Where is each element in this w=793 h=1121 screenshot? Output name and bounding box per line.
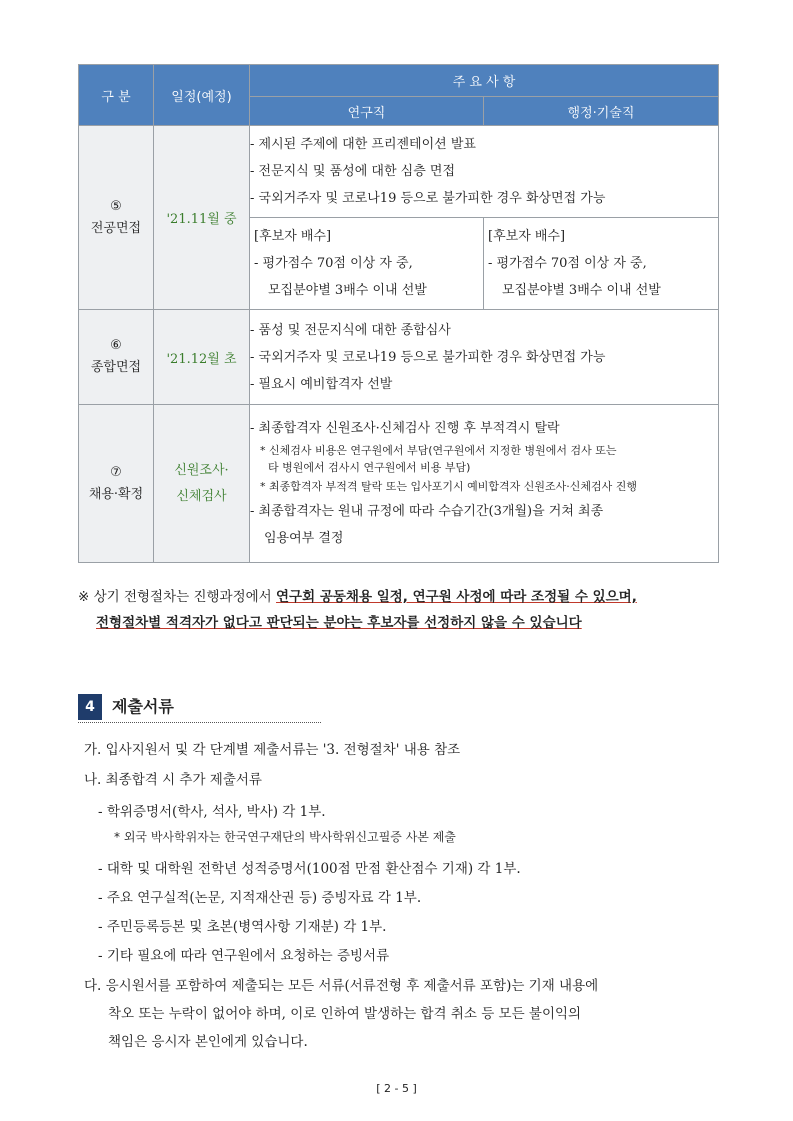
row7-note2: * 최종합격자 부적격 탈락 또는 입사포기시 예비합격자 신원조사·신체검사 진행	[260, 480, 637, 493]
row5-name: 전공면접	[90, 220, 142, 236]
row6-date: '21.12월 초	[154, 310, 250, 405]
row5-common-line: - 전문지식 및 품성에 대한 심층 면접	[250, 164, 455, 179]
row5-admin-line: - 평가점수 70점 이상 자 중,	[488, 256, 647, 271]
row5-admin	[484, 218, 719, 310]
row5-research-line: 모집분야별 3배수 이내 선발	[268, 283, 427, 298]
row7-note1a: * 신체검사 비용은 연구원에서 부담(연구원에서 지정한 병원에서 검사 또는	[260, 444, 617, 457]
row5-common	[250, 126, 719, 218]
row5-research-title: [후보자 배수]	[254, 229, 332, 244]
section-number: 4	[78, 694, 102, 720]
item-sub: - 대학 및 대학원 전학년 성적증명서(100점 만점 환산점수 기재) 각 1부.	[98, 861, 521, 877]
item-da-line2: 착오 또는 누락이 없어야 하며, 이로 인하여 발생하는 합격 취소 등 모든 불이익의	[108, 1006, 582, 1022]
row6-gubun	[79, 310, 154, 405]
section-heading	[78, 694, 321, 723]
item-sub: - 주요 연구실적(논문, 지적재산권 등) 증빙자료 각 1부.	[98, 890, 422, 906]
row5-common-line: - 제시된 주제에 대한 프리젠테이션 발표	[250, 137, 476, 152]
item-da-line3: 책임은 응시자 본인에게 있습니다.	[108, 1034, 308, 1050]
remark-underline-1: 연구회 공동채용 일정, 연구원 사정에 따라 조정될 수 있으며,	[276, 589, 637, 605]
item-sub-note: * 외국 박사학위자는 한국연구재단의 박사학위신고필증 사본 제출	[114, 830, 456, 844]
schedule-remark	[78, 584, 738, 636]
row7-number: ⑦	[110, 464, 122, 480]
item-na: 나. 최종합격 시 추가 제출서류	[84, 772, 262, 788]
header-gubun: 구 분	[79, 65, 154, 126]
page-number: [ 2 - 5 ]	[376, 1082, 417, 1095]
row7-line: - 최종합격자 신원조사·신체검사 진행 후 부적격시 탈락	[250, 421, 560, 436]
remark-prefix: ※ 상기 전형절차는 진행과정에서	[78, 589, 277, 605]
row7-name: 채용·확정	[88, 486, 144, 502]
submission-items	[84, 738, 724, 1058]
row6-common-line: - 국외거주자 및 코로나19 등으로 불가피한 경우 화상면접 가능	[250, 349, 606, 365]
row6-number: ⑥	[110, 338, 122, 353]
row5-date: '21.11월 중	[154, 126, 250, 310]
item-sub: - 학위증명서(학사, 석사, 박사) 각 1부.	[98, 804, 326, 820]
row7-date-line1: 신원조사·	[174, 462, 229, 478]
row5-gubun	[79, 126, 154, 310]
row7-date	[154, 405, 250, 563]
row7-line: - 최종합격자는 원내 규정에 따라 수습기간(3개월)을 거쳐 최종	[250, 504, 604, 519]
row7-common	[250, 405, 719, 563]
row7-gubun	[79, 405, 154, 563]
row5-common-line: - 국외거주자 및 코로나19 등으로 불가피한 경우 화상면접 가능	[250, 191, 606, 206]
header-main: 주 요 사 항	[250, 65, 719, 97]
header-admin: 행정·기술직	[484, 97, 719, 126]
row6-common-line: - 필요시 예비합격자 선발	[250, 376, 393, 392]
header-research: 연구직	[250, 97, 484, 126]
row5-admin-title: [후보자 배수]	[488, 229, 566, 244]
schedule-table	[78, 64, 719, 563]
row6-common	[250, 310, 719, 405]
item-sub: - 주민등록등본 및 초본(병역사항 기재분) 각 1부.	[98, 919, 387, 935]
row7-note	[250, 442, 718, 476]
row6-common-line: - 품성 및 전문지식에 대한 종합심사	[250, 322, 451, 338]
row5-research-line: - 평가점수 70점 이상 자 중,	[254, 256, 413, 271]
item-da-line1: 다. 응시원서를 포함하여 제출되는 모든 서류(서류전형 후 제출서류 포함)는 기재 내용에	[84, 978, 599, 994]
row5-admin-line: 모집분야별 3배수 이내 선발	[502, 283, 661, 298]
row7-date-line2: 신체검사	[176, 488, 227, 504]
item-sub: - 기타 필요에 따라 연구원에서 요청하는 증빙서류	[98, 948, 390, 964]
remark-underline-2: 전형절차별 적격자가 없다고 판단되는 분야는 후보자를 선정하지 않을 수 있습니다	[96, 615, 582, 631]
row5-research	[250, 218, 484, 310]
section-title: 제출서류	[112, 697, 174, 716]
row6-name: 종합면접	[90, 360, 142, 375]
item-ga: 가. 입사지원서 및 각 단계별 제출서류는 '3. 전형절차' 내용 참조	[84, 742, 461, 758]
row7-line: 임용여부 결정	[264, 531, 344, 546]
header-schedule: 일정(예정)	[154, 65, 250, 126]
row5-number: ⑤	[110, 198, 122, 214]
row7-note1b: 타 병원에서 검사시 연구원에서 비용 부담)	[268, 461, 471, 474]
